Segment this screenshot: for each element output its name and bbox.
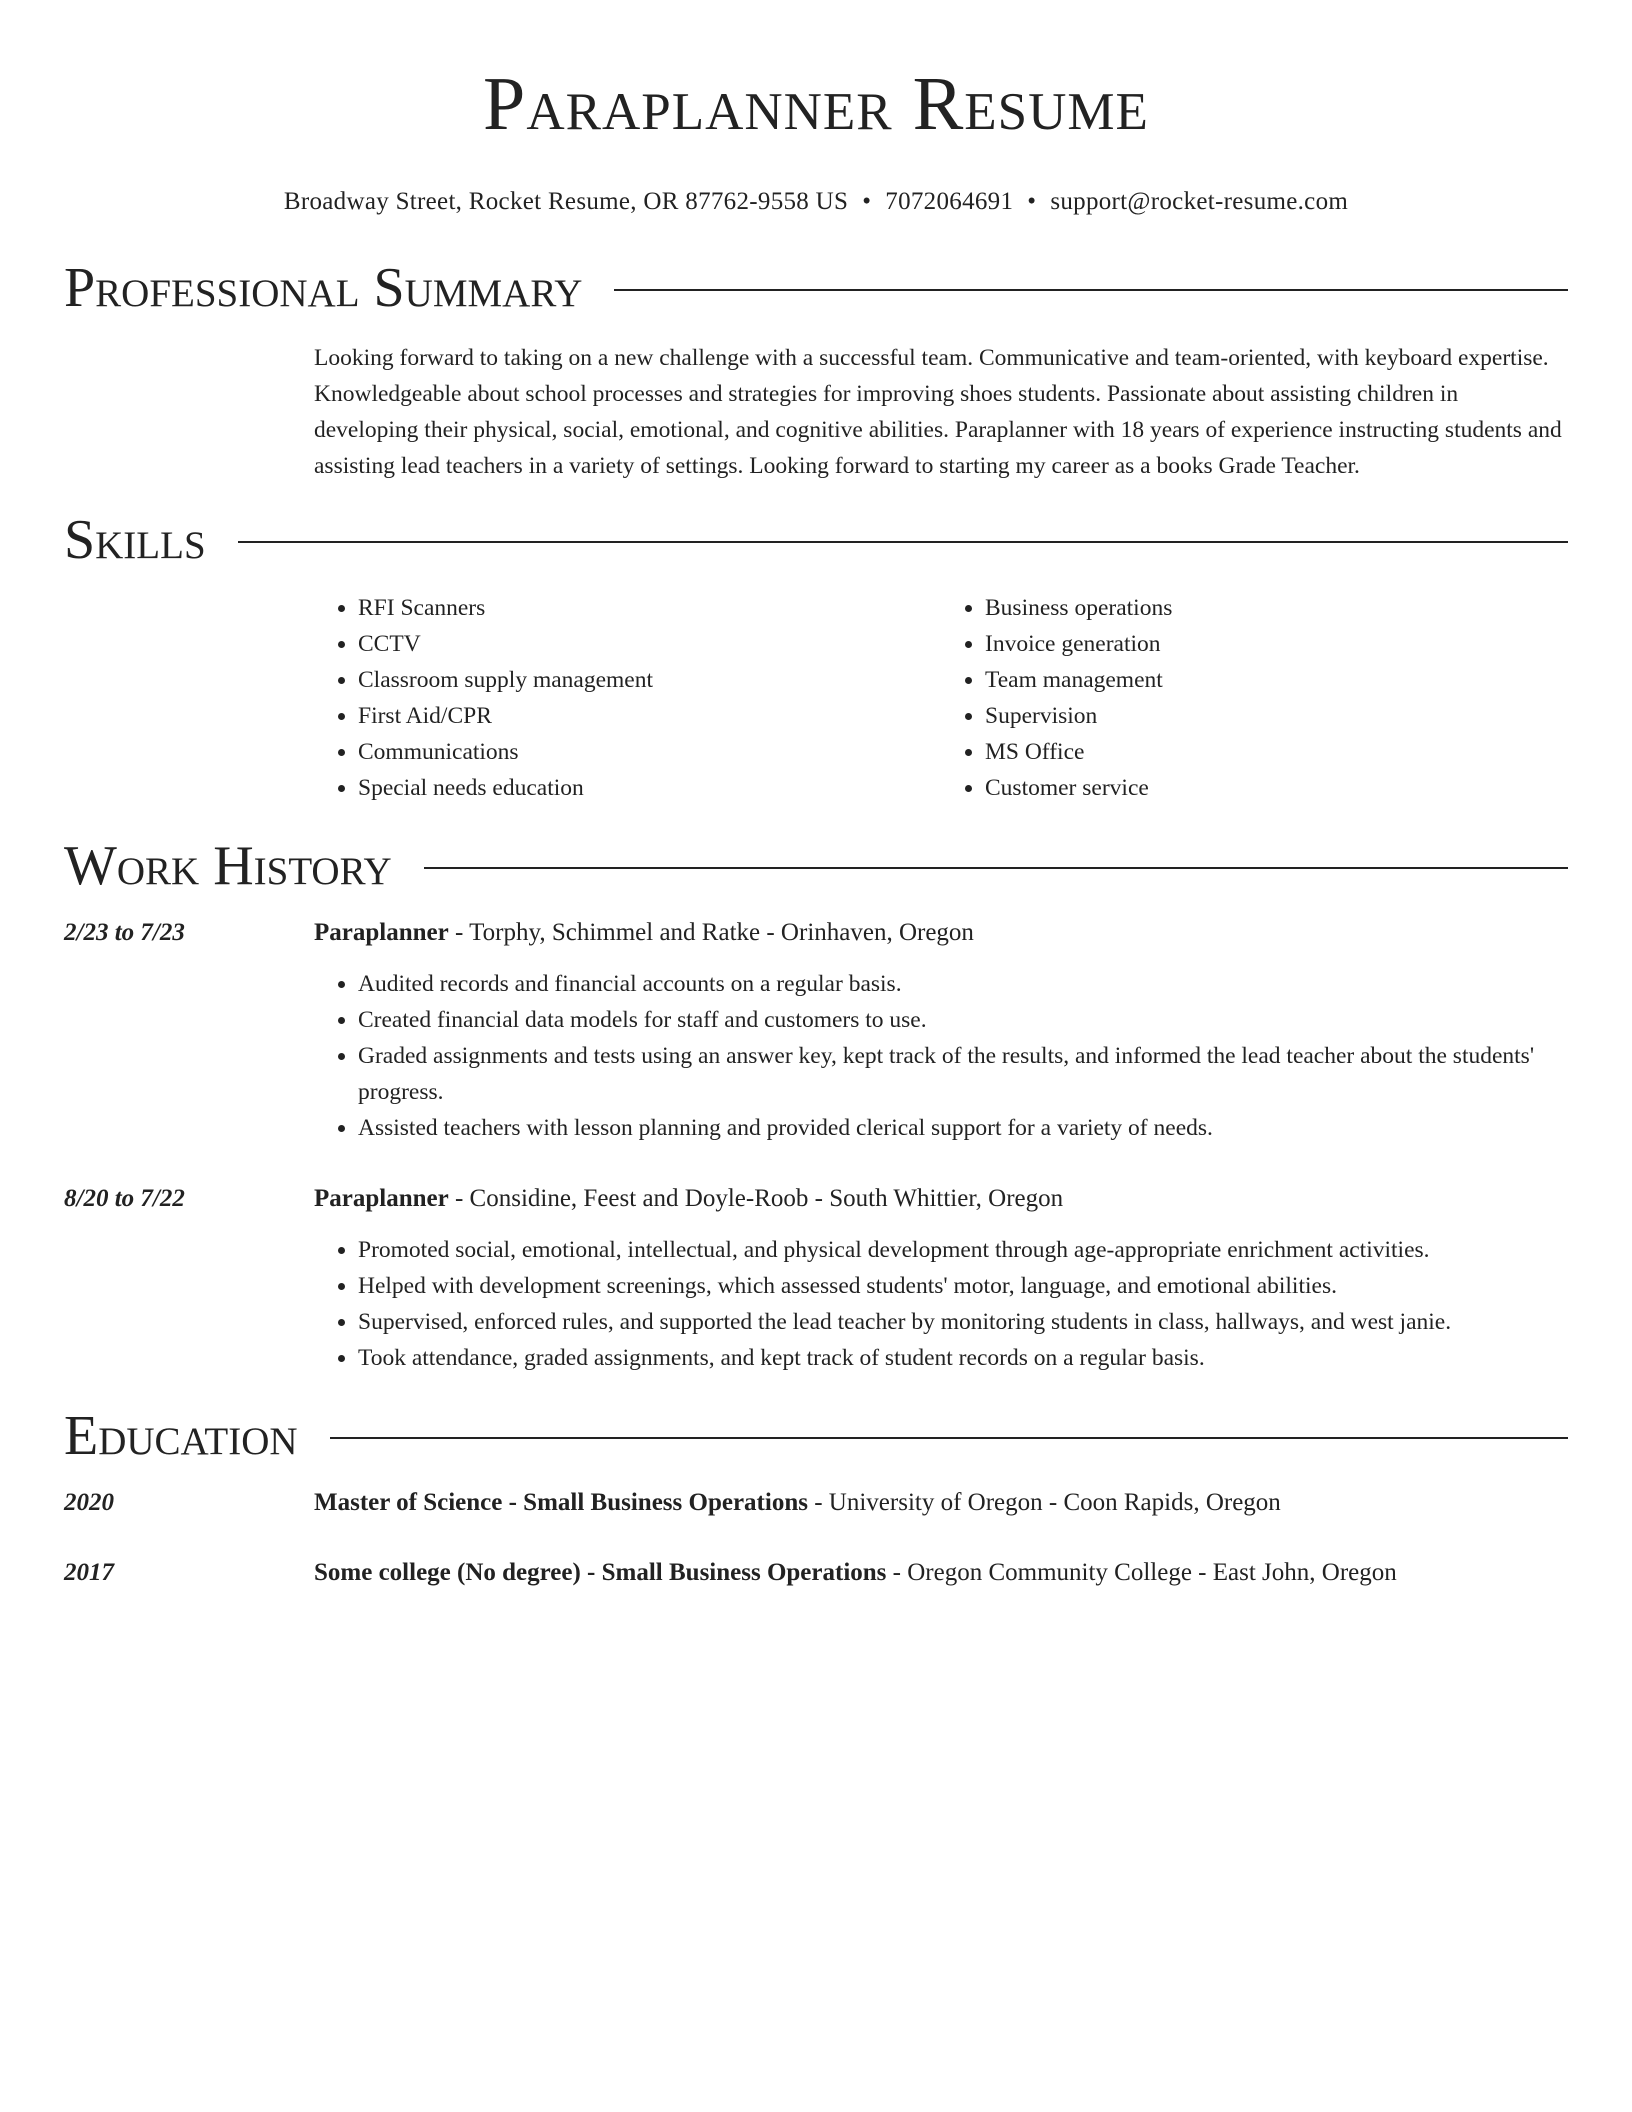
education-degree: Master of Science - Small Business Operations bbox=[314, 1489, 808, 1516]
skill-item: • Classroom supply management bbox=[358, 662, 941, 698]
skill-item: • Team management bbox=[985, 662, 1568, 698]
work-entry bbox=[64, 916, 1568, 1146]
work-bullet: • Audited records and financial accounts on a regular basis. bbox=[358, 966, 1568, 1002]
skill-item: • Communications bbox=[358, 734, 941, 770]
work-bullets bbox=[314, 966, 1568, 1146]
skill-item: • MS Office bbox=[985, 734, 1568, 770]
education-entry-header bbox=[314, 1556, 1568, 1590]
work-entry-body bbox=[314, 916, 1568, 1146]
education-entry bbox=[64, 1556, 1568, 1590]
work-entry-body bbox=[314, 1182, 1568, 1376]
education-entry bbox=[64, 1486, 1568, 1520]
contact-info bbox=[64, 186, 1568, 218]
skill-item: • Invoice generation bbox=[985, 626, 1568, 662]
contact-email: support@rocket-resume.com bbox=[1050, 188, 1349, 215]
education-entry-header bbox=[314, 1486, 1568, 1520]
work-section-header bbox=[64, 836, 1568, 896]
contact-address: Broadway Street, Rocket Resume, OR 87762-9558 US bbox=[283, 188, 849, 215]
work-dates: 8/20 to 7/22 bbox=[64, 1185, 185, 1212]
skills-column-right bbox=[941, 590, 1568, 806]
section-divider bbox=[614, 289, 1568, 291]
education-school: - University of Oregon - Coon Rapids, Oregon bbox=[807, 1489, 1281, 1516]
skills-section-header bbox=[64, 510, 1568, 570]
job-employer: - Considine, Feest and Doyle-Roob - South Whittier, Oregon bbox=[448, 1185, 1064, 1212]
job-title: Paraplanner bbox=[314, 919, 449, 946]
job-employer: - Torphy, Schimmel and Ratke - Orinhaven, Oregon bbox=[448, 919, 974, 946]
work-bullet: • Created financial data models for staff and customers to use. bbox=[358, 1002, 1568, 1038]
work-bullet: • Helped with development screenings, which assessed students' motor, language, and emotional abilities. bbox=[358, 1268, 1568, 1304]
skill-item: • CCTV bbox=[358, 626, 941, 662]
skill-item: • Business operations bbox=[985, 590, 1568, 626]
section-divider bbox=[330, 1437, 1568, 1439]
work-entry-header bbox=[314, 1182, 1568, 1216]
contact-phone: 7072064691 bbox=[885, 188, 1014, 215]
summary-section-header bbox=[64, 258, 1568, 318]
contact-separator: • bbox=[1027, 188, 1037, 215]
skill-item: • First Aid/CPR bbox=[358, 698, 941, 734]
contact-separator: • bbox=[862, 188, 872, 215]
work-bullet: • Supervised, enforced rules, and supported the lead teacher by monitoring students in class, hallways, and west janie. bbox=[358, 1304, 1568, 1340]
education-heading: Education bbox=[64, 1405, 298, 1467]
work-entry bbox=[64, 1182, 1568, 1376]
summary-text: Looking forward to taking on a new challenge with a successful team. Communicative and team-oriented, with keyboard expertise. Knowledgeable about school processes and strategies for improving shoes students. Passionate about assisting children in developing their physical, social, emotional, and cognitive abilities. Paraplanner with 18 years of experience instructing students and assisting lead teachers in a variety of settings. Looking forward to starting my career as a books Grade Teacher. bbox=[314, 345, 1562, 479]
education-year: 2017 bbox=[64, 1559, 114, 1586]
work-bullets bbox=[314, 1232, 1568, 1376]
work-bullet: • Took attendance, graded assignments, and kept track of student records on a regular basis. bbox=[358, 1340, 1568, 1376]
education-entry-body bbox=[314, 1556, 1568, 1590]
education-school: - Oregon Community College - East John, Oregon bbox=[886, 1559, 1397, 1586]
skills-list bbox=[314, 590, 1568, 806]
skill-item: • RFI Scanners bbox=[358, 590, 941, 626]
education-year: 2020 bbox=[64, 1489, 114, 1516]
summary-heading: Professional Summary bbox=[64, 257, 583, 319]
education-entry-body bbox=[314, 1486, 1568, 1520]
skill-item: • Supervision bbox=[985, 698, 1568, 734]
skills-column-left bbox=[314, 590, 941, 806]
section-divider bbox=[238, 541, 1568, 543]
work-heading: Work History bbox=[64, 835, 392, 897]
education-section-header bbox=[64, 1406, 1568, 1466]
resume-title: Paraplanner Resume bbox=[483, 62, 1149, 146]
work-entry-header bbox=[314, 916, 1568, 950]
work-bullet: • Graded assignments and tests using an answer key, kept track of the results, and informed the lead teacher about the students' progress. bbox=[358, 1038, 1568, 1110]
work-bullet: • Assisted teachers with lesson planning and provided clerical support for a variety of needs. bbox=[358, 1110, 1568, 1146]
work-dates: 2/23 to 7/23 bbox=[64, 919, 185, 946]
section-divider bbox=[424, 867, 1568, 869]
work-bullet: • Promoted social, emotional, intellectual, and physical development through age-appropriate enrichment activities. bbox=[358, 1232, 1568, 1268]
skill-item: • Special needs education bbox=[358, 770, 941, 806]
job-title: Paraplanner bbox=[314, 1185, 449, 1212]
education-degree: Some college (No degree) - Small Business Operations bbox=[314, 1559, 887, 1586]
skill-item: • Customer service bbox=[985, 770, 1568, 806]
skills-heading: Skills bbox=[64, 509, 206, 571]
